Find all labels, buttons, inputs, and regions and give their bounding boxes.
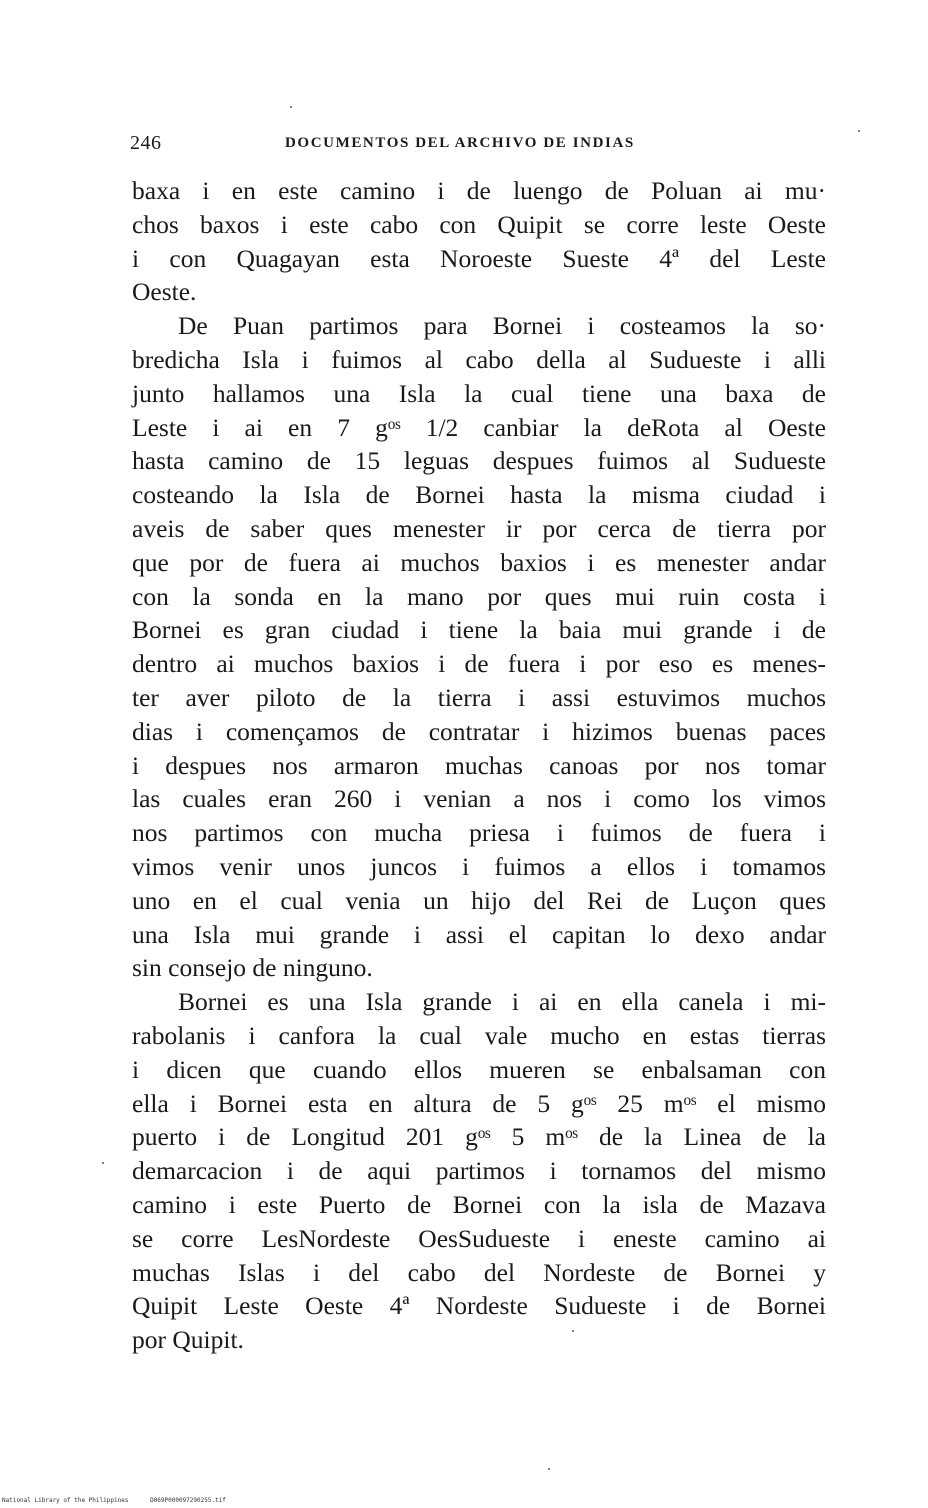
text-line: aveis de saber ques menester ir por cerca de tierra por <box>132 513 826 543</box>
page-header <box>130 132 826 162</box>
text-line: puerto i de Longitud 201 gᵒˢ 5 mᵒˢ de la Linea de la <box>132 1122 826 1152</box>
text-line: chos baxos i este cabo con Quipit se corre leste Oeste <box>132 209 826 239</box>
text-line: que por de fuera ai muchos baxios i es menester andar <box>132 547 826 577</box>
text-line: i despues nos armaron muchas canoas por nos tomar <box>132 750 826 780</box>
text-line: Oeste. <box>132 277 197 307</box>
running-head: DOCUMENTOS DEL ARCHIVO DE INDIAS <box>285 135 635 151</box>
scan-speck <box>102 1162 104 1164</box>
text-line: ter aver piloto de la tierra i assi estuvimos muchos <box>132 682 826 712</box>
text-line: por Quipit. <box>132 1325 244 1355</box>
text-line: junto hallamos una Isla la cual tiene una baxa de <box>132 378 826 408</box>
text-line: se corre LesNordeste OesSudueste i eneste camino ai <box>132 1223 826 1253</box>
text-line: costeando la Isla de Bornei hasta la misma ciudad i <box>132 480 826 510</box>
text-line: hasta camino de 15 leguas despues fuimos al Sudueste <box>132 446 826 476</box>
paragraph <box>132 985 826 1357</box>
text-line: camino i este Puerto de Bornei con la isla de Mazava <box>132 1189 826 1219</box>
footer-library: National Library of the Philippines <box>2 1497 129 1504</box>
text-line: Quipit Leste Oeste 4ª Nordeste Sudueste i de Bornei <box>132 1291 826 1321</box>
text-line: muchas Islas i del cabo del Nordeste de Bornei y <box>132 1257 826 1287</box>
text-line: dentro ai muchos baxios i de fuera i por eso es menes- <box>132 649 826 679</box>
paragraph <box>132 174 826 309</box>
text-line: nos partimos con mucha priesa i fuimos de fuera i <box>132 818 826 848</box>
paragraph <box>132 309 826 985</box>
scan-speck <box>572 1330 574 1332</box>
scan-footer <box>2 1497 244 1504</box>
scan-speck <box>858 130 860 132</box>
text-line: rabolanis i canfora la cual vale mucho en estas tierras <box>132 1020 826 1050</box>
page-number: 246 <box>130 132 162 154</box>
text-line: demarcacion i de aqui partimos i tornamos del mismo <box>132 1156 826 1186</box>
scan-speck <box>290 106 292 108</box>
footer-file: D069P000097290255.tif <box>150 1497 226 1504</box>
text-line: Bornei es una Isla grande i ai en ella canela i mi- <box>178 987 826 1017</box>
scan-speck <box>548 1468 550 1470</box>
text-line: sin consejo de ninguno. <box>132 953 373 983</box>
text-line: i dicen que cuando ellos mueren se enbalsaman con <box>132 1054 826 1084</box>
text-line: con la sonda en la mano por ques mui ruin costa i <box>132 581 826 611</box>
text-line: i con Quagayan esta Noroeste Sueste 4ª del Leste <box>132 243 826 273</box>
text-line: baxa i en este camino i de luengo de Poluan ai mu· <box>132 176 826 205</box>
text-line: una Isla mui grande i assi el capitan lo dexo andar <box>132 919 826 949</box>
text-line: las cuales eran 260 i venian a nos i como los vimos <box>132 784 826 814</box>
text-line: bredicha Isla i fuimos al cabo della al Sudueste i alli <box>132 344 826 374</box>
text-line: vimos venir unos juncos i fuimos a ellos i tomamos <box>132 851 826 881</box>
text-line: ella i Bornei esta en altura de 5 gᵒˢ 25 mᵒˢ el mismo <box>132 1088 826 1118</box>
text-line: dias i començamos de contratar i hizimos buenas paces <box>132 716 826 746</box>
text-line: Bornei es gran ciudad i tiene la baia mui grande i de <box>132 615 826 645</box>
text-line: Leste i ai en 7 gᵒˢ 1/2 canbiar la deRota al Oeste <box>132 412 826 442</box>
text-line: De Puan partimos para Bornei i costeamos la so· <box>178 311 826 341</box>
text-line: uno en el cual venia un hijo del Rei de Luçon ques <box>132 885 826 915</box>
body-text <box>132 174 826 1357</box>
